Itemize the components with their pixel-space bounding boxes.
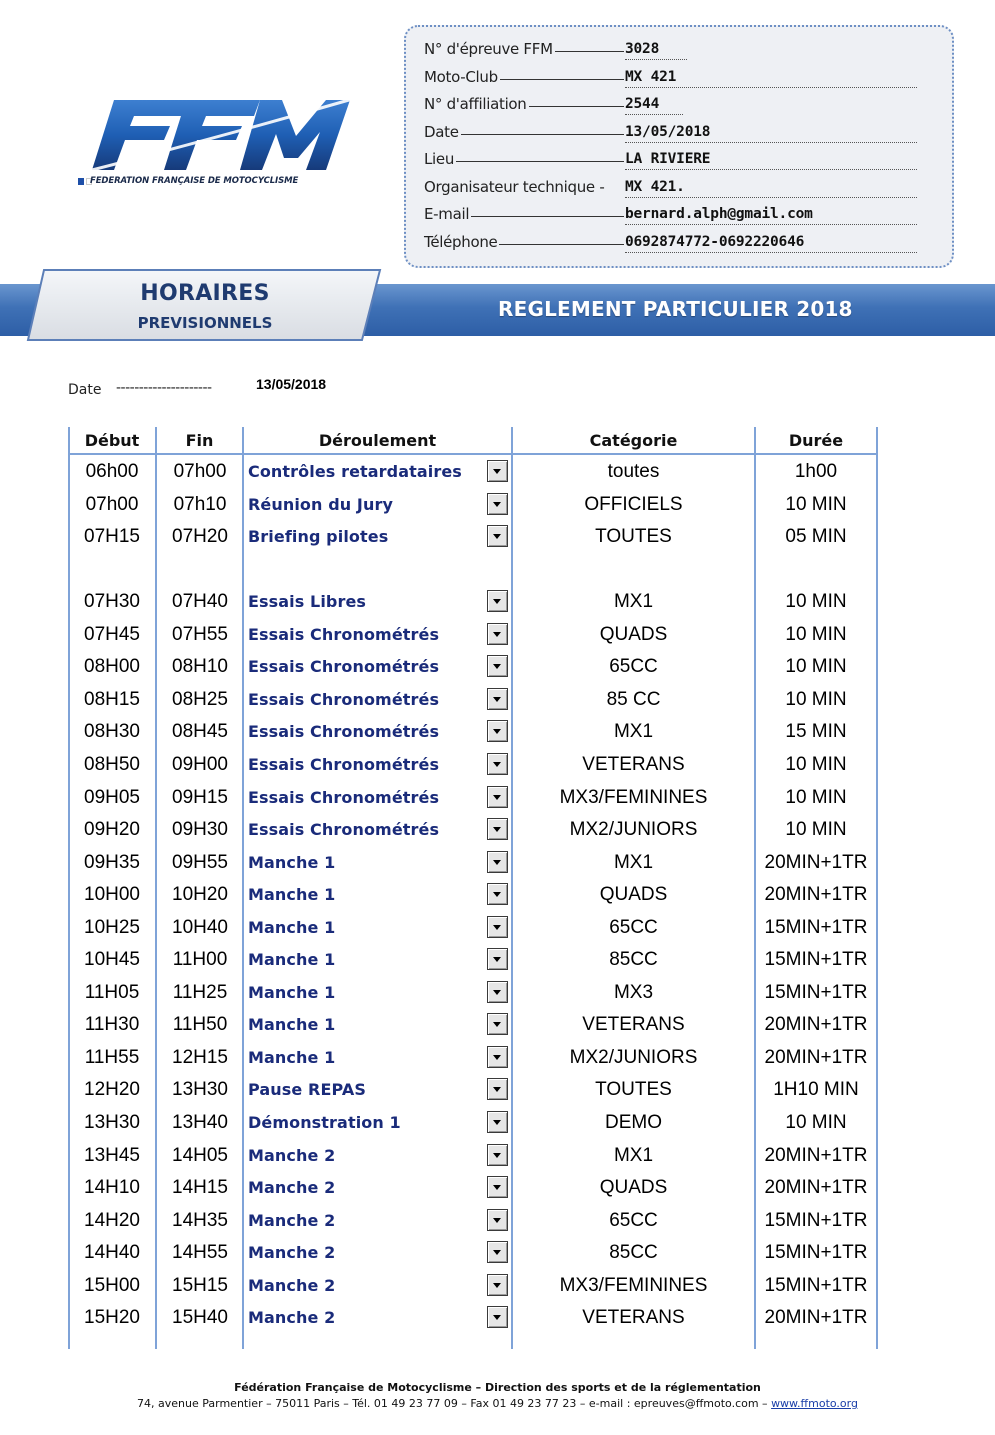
info-label: Moto-Club <box>424 68 498 86</box>
cell-category: 85CC <box>609 949 658 971</box>
flag-blue-stripe <box>78 178 84 185</box>
table-row <box>68 1237 878 1269</box>
cell-category: DEMO <box>605 1112 662 1133</box>
table-row <box>68 716 878 748</box>
table-row <box>68 586 878 618</box>
cell-event: Essais Chronométrés <box>248 722 440 742</box>
cell-start-time: 14H10 <box>84 1177 140 1199</box>
event-dropdown-button[interactable] <box>487 1046 508 1068</box>
cell-event: Manche 2 <box>248 1178 336 1198</box>
table-row <box>68 1205 878 1237</box>
cell-event: Essais Libres <box>248 592 367 612</box>
chevron-down-icon <box>493 957 501 962</box>
chevron-down-icon <box>493 1120 501 1125</box>
event-info-box <box>404 25 954 268</box>
chevron-down-icon <box>493 1185 501 1190</box>
info-row-moto-club <box>424 64 924 88</box>
cell-duration: 1h00 <box>794 461 838 482</box>
cell-event: Essais Chronométrés <box>248 754 440 774</box>
cell-category: VETERANS <box>582 1014 685 1036</box>
cell-start-time: 09H20 <box>84 819 140 841</box>
info-value: 13/05/2018 <box>625 124 711 140</box>
footer-website-link[interactable]: www.ffmoto.org <box>771 1397 858 1410</box>
table-row <box>68 1270 878 1302</box>
info-value: MX 421. <box>625 179 685 195</box>
chevron-down-icon <box>493 860 501 865</box>
cell-duration: 10 MIN <box>785 1112 847 1133</box>
cell-event: Manche 1 <box>248 917 336 937</box>
event-dropdown-button[interactable] <box>487 916 508 938</box>
chevron-down-icon <box>493 469 501 474</box>
info-value: bernard.alph@gmail.com <box>625 206 813 222</box>
cell-duration: 15MIN+1TR <box>764 949 868 971</box>
event-dropdown-button[interactable] <box>487 1111 508 1133</box>
info-row-lieu <box>424 146 924 170</box>
header-start: Début <box>84 431 140 450</box>
event-dropdown-button[interactable] <box>487 948 508 970</box>
cell-event: Essais Chronométrés <box>248 657 440 677</box>
cell-category: VETERANS <box>582 1307 685 1329</box>
info-row-email <box>424 201 924 225</box>
table-row <box>68 749 878 781</box>
event-dropdown-button[interactable] <box>487 590 508 612</box>
event-dropdown-button[interactable] <box>487 1013 508 1035</box>
cell-duration: 20MIN+1TR <box>764 1144 868 1166</box>
banner-subtitle: PREVISIONNELS <box>137 314 273 332</box>
table-row <box>68 879 878 911</box>
cell-duration: 10 MIN <box>785 688 847 710</box>
info-value: 3028 <box>625 41 660 57</box>
table-row <box>68 782 878 814</box>
info-label: Téléphone <box>424 233 498 251</box>
cell-event: Manche 1 <box>248 885 336 905</box>
cell-category: QUADS <box>599 623 668 645</box>
chevron-down-icon <box>493 1153 501 1158</box>
table-row <box>68 1009 878 1041</box>
cell-end-time: 07H55 <box>172 623 228 645</box>
chevron-down-icon <box>493 827 501 832</box>
cell-category: OFFICIELS <box>584 493 683 515</box>
cell-start-time: 15H00 <box>84 1274 140 1296</box>
schedule-table <box>68 427 878 1349</box>
header-duration: Durée <box>788 431 844 450</box>
cell-category: MX1 <box>613 851 654 873</box>
chevron-down-icon <box>493 892 501 897</box>
cell-category: MX1 <box>613 721 654 743</box>
info-value: MX 421 <box>625 69 677 85</box>
table-row <box>68 814 878 846</box>
ffm-tagline: FEDERATION FRANÇAISE DE MOTOCYCLISME <box>90 176 299 186</box>
cell-duration: 20MIN+1TR <box>764 1177 868 1199</box>
date-value: 13/05/2018 <box>256 376 327 392</box>
footer-line-1: Fédération Française de Motocyclisme – Direction des sports et de la réglementation <box>234 1381 761 1394</box>
cell-end-time: 15H15 <box>172 1274 228 1296</box>
event-dropdown-button[interactable] <box>487 1241 508 1263</box>
table-row <box>68 684 878 716</box>
cell-event: Manche 1 <box>248 982 336 1002</box>
header-event: Déroulement <box>318 431 437 450</box>
cell-event: Démonstration 1 <box>248 1113 401 1132</box>
event-dropdown-button[interactable] <box>487 1209 508 1231</box>
chevron-down-icon <box>493 1218 501 1223</box>
table-row <box>68 847 878 879</box>
chevron-down-icon <box>493 534 501 539</box>
cell-end-time: 14H05 <box>172 1144 228 1166</box>
event-dropdown-button[interactable] <box>487 818 508 840</box>
chevron-down-icon <box>493 664 501 669</box>
cell-event: Manche 2 <box>248 1275 336 1295</box>
cell-start-time: 10H00 <box>84 884 140 906</box>
chevron-down-icon <box>493 502 501 507</box>
cell-start-time: 14H40 <box>84 1242 140 1264</box>
chevron-down-icon <box>493 1250 501 1255</box>
cell-end-time: 10H40 <box>172 916 228 938</box>
cell-category: MX3/FEMININES <box>559 1274 708 1296</box>
info-row-affiliation <box>424 91 924 115</box>
info-label: N° d'épreuve FFM <box>424 40 553 58</box>
cell-end-time: 12H15 <box>172 1046 228 1068</box>
dotted-line <box>625 197 917 198</box>
info-label: Date <box>424 123 459 141</box>
chevron-down-icon <box>493 1087 501 1092</box>
cell-end-time: 09H30 <box>172 819 228 841</box>
event-dropdown-button[interactable] <box>487 883 508 905</box>
event-dropdown-button[interactable] <box>487 753 508 775</box>
dotted-line <box>625 114 683 115</box>
cell-start-time: 09H35 <box>84 851 140 873</box>
table-row <box>68 619 878 651</box>
cell-end-time: 13H40 <box>172 1112 228 1133</box>
cell-category: 65CC <box>609 656 658 678</box>
dotted-line <box>625 224 917 225</box>
event-dropdown-button[interactable] <box>487 981 508 1003</box>
event-dropdown-button[interactable] <box>487 851 508 873</box>
cell-start-time: 07H15 <box>84 526 140 548</box>
info-row-epreuve <box>424 36 924 60</box>
cell-category: MX1 <box>613 1144 654 1166</box>
cell-category: 65CC <box>609 916 658 938</box>
cell-end-time: 11H25 <box>172 981 228 1003</box>
cell-duration: 15MIN+1TR <box>764 1209 868 1231</box>
event-dropdown-button[interactable] <box>487 1274 508 1296</box>
chevron-down-icon <box>493 599 501 604</box>
cell-end-time: 08H45 <box>172 721 228 743</box>
table-row <box>68 1140 878 1172</box>
cell-start-time: 08H30 <box>84 721 140 743</box>
dotted-line <box>625 252 917 253</box>
cell-end-time: 15H40 <box>172 1307 228 1329</box>
info-label: N° d'affiliation <box>424 95 527 113</box>
info-row-telephone <box>424 229 924 253</box>
cell-category: 85CC <box>609 1242 658 1264</box>
event-dropdown-button[interactable] <box>487 1144 508 1166</box>
event-dropdown-button[interactable] <box>487 786 508 808</box>
cell-event: Manche 2 <box>248 1210 336 1230</box>
cell-start-time: 14H20 <box>84 1209 140 1231</box>
ffm-logo <box>84 96 364 196</box>
chevron-down-icon <box>493 990 501 995</box>
cell-start-time: 10H45 <box>84 949 140 971</box>
chevron-down-icon <box>493 697 501 702</box>
footer-line-2 <box>0 1397 995 1410</box>
cell-category: MX3 <box>613 981 654 1003</box>
cell-duration: 15 MIN <box>785 721 847 743</box>
cell-end-time: 08H25 <box>172 688 228 710</box>
table-row <box>68 1074 878 1106</box>
cell-category: TOUTES <box>595 1079 672 1101</box>
cell-category: VETERANS <box>582 753 685 775</box>
cell-end-time: 09H00 <box>172 753 228 775</box>
cell-start-time: 08H50 <box>84 753 140 775</box>
cell-end-time: 14H35 <box>172 1209 228 1231</box>
cell-start-time: 11H30 <box>84 1014 140 1036</box>
chevron-down-icon <box>493 925 501 930</box>
cell-duration: 1H10 MIN <box>773 1079 859 1101</box>
dotted-line <box>625 87 917 88</box>
table-row <box>68 944 878 976</box>
cell-duration: 10 MIN <box>785 591 847 613</box>
info-row-organisateur <box>424 174 924 198</box>
cell-start-time: 07H45 <box>84 623 140 645</box>
info-label: E-mail <box>424 205 470 223</box>
chevron-down-icon <box>493 1055 501 1060</box>
chevron-down-icon <box>493 1283 501 1288</box>
cell-event: Manche 1 <box>248 1047 336 1067</box>
cell-duration: 10 MIN <box>785 786 847 808</box>
section-banner <box>0 278 995 343</box>
cell-category: 65CC <box>609 1209 658 1231</box>
cell-start-time: 10H25 <box>84 916 140 938</box>
cell-start-time: 06h00 <box>85 461 139 482</box>
cell-event: Manche 1 <box>248 1015 336 1035</box>
event-dropdown-button[interactable] <box>487 688 508 710</box>
header-category: Catégorie <box>589 431 678 450</box>
cell-category: MX2/JUNIORS <box>569 1046 698 1068</box>
cell-end-time: 08H10 <box>172 656 228 678</box>
cell-duration: 10 MIN <box>785 656 847 678</box>
cell-start-time: 07h00 <box>85 493 139 515</box>
banner-title: HORAIRES <box>140 281 270 306</box>
cell-end-time: 11H00 <box>172 949 228 971</box>
cell-duration: 20MIN+1TR <box>764 1014 868 1036</box>
cell-duration: 10 MIN <box>785 819 847 841</box>
cell-start-time: 13H30 <box>84 1112 140 1133</box>
cell-category: MX2/JUNIORS <box>569 819 698 841</box>
cell-end-time: 07h10 <box>173 493 227 515</box>
cell-start-time: 13H45 <box>84 1144 140 1166</box>
cell-category: MX1 <box>613 591 654 613</box>
cell-duration: 20MIN+1TR <box>764 1307 868 1329</box>
cell-event: Briefing pilotes <box>248 527 389 547</box>
event-dropdown-button[interactable] <box>487 1078 508 1100</box>
page-footer <box>0 1381 995 1410</box>
cell-event: Manche 1 <box>248 852 336 872</box>
info-label: Organisateur technique - <box>424 178 605 196</box>
chevron-down-icon <box>493 632 501 637</box>
event-dropdown-button[interactable] <box>487 460 508 482</box>
banner-right-title: REGLEMENT PARTICULIER 2018 <box>498 297 853 321</box>
table-row <box>68 554 878 586</box>
event-dropdown-button[interactable] <box>487 525 508 547</box>
table-row <box>68 1172 878 1204</box>
date-dashes: --------------------- <box>116 380 212 396</box>
table-header <box>68 427 878 455</box>
ffm-logo-mark <box>84 96 364 176</box>
cell-event: Essais Chronométrés <box>248 820 440 840</box>
info-value: 2544 <box>625 96 660 112</box>
cell-end-time: 10H20 <box>172 884 228 906</box>
cell-duration: 15MIN+1TR <box>764 981 868 1003</box>
cell-duration: 10 MIN <box>785 623 847 645</box>
chevron-down-icon <box>493 1315 501 1320</box>
cell-start-time: 12H20 <box>84 1079 140 1101</box>
chevron-down-icon <box>493 1022 501 1027</box>
cell-event: Essais Chronométrés <box>248 624 440 644</box>
table-row <box>68 456 878 488</box>
event-dropdown-button[interactable] <box>487 1306 508 1328</box>
cell-category: TOUTES <box>595 526 672 548</box>
cell-event: Manche 2 <box>248 1308 336 1328</box>
event-dropdown-button[interactable] <box>487 623 508 645</box>
cell-duration: 20MIN+1TR <box>764 884 868 906</box>
cell-event: Manche 2 <box>248 1145 336 1165</box>
table-row <box>68 521 878 553</box>
cell-end-time: 09H15 <box>172 786 228 808</box>
cell-end-time: 14H55 <box>172 1242 228 1264</box>
cell-category: 85 CC <box>606 688 661 710</box>
dotted-line <box>625 142 917 143</box>
schedule-date-line <box>68 376 468 400</box>
cell-start-time: 11H05 <box>84 981 140 1003</box>
cell-event: Contrôles retardataires <box>248 462 462 481</box>
cell-end-time: 09H55 <box>172 851 228 873</box>
cell-category: QUADS <box>599 1177 668 1199</box>
cell-duration: 15MIN+1TR <box>764 1274 868 1296</box>
cell-event: Pause REPAS <box>248 1080 366 1100</box>
table-row <box>68 977 878 1009</box>
info-label: Lieu <box>424 150 455 168</box>
cell-event: Manche 2 <box>248 1243 336 1263</box>
info-value: 0692874772-0692220646 <box>625 234 805 250</box>
cell-category: toutes <box>607 461 660 482</box>
cell-event: Essais Chronométrés <box>248 689 440 709</box>
event-dropdown-button[interactable] <box>487 493 508 515</box>
cell-end-time: 07H40 <box>172 591 228 613</box>
dotted-line <box>625 59 687 60</box>
cell-start-time: 08H00 <box>84 656 140 678</box>
event-dropdown-button[interactable] <box>487 1176 508 1198</box>
event-dropdown-button[interactable] <box>487 655 508 677</box>
cell-duration: 15MIN+1TR <box>764 916 868 938</box>
cell-duration: 10 MIN <box>785 753 847 775</box>
cell-event: Manche 1 <box>248 950 336 970</box>
event-dropdown-button[interactable] <box>487 720 508 742</box>
footer-address: 74, avenue Parmentier – 75011 Paris – Tél. 01 49 23 77 09 – Fax 01 49 23 77 23 – e-mail : epreuves@ffmoto.com – <box>137 1397 772 1410</box>
header-end: Fin <box>185 431 214 450</box>
table-row <box>68 1302 878 1334</box>
cell-end-time: 07H20 <box>172 526 228 548</box>
chevron-down-icon <box>493 762 501 767</box>
cell-start-time: 08H15 <box>84 688 140 710</box>
table-row <box>68 1107 878 1139</box>
cell-end-time: 14H15 <box>172 1177 228 1199</box>
cell-end-time: 13H30 <box>172 1079 228 1101</box>
cell-category: QUADS <box>599 884 668 906</box>
cell-duration: 10 MIN <box>785 493 847 515</box>
cell-start-time: 11H55 <box>84 1046 140 1068</box>
chevron-down-icon <box>493 795 501 800</box>
cell-event: Réunion du Jury <box>248 494 393 514</box>
table-row <box>68 912 878 944</box>
dotted-line <box>625 169 917 170</box>
cell-duration: 05 MIN <box>785 526 847 548</box>
cell-start-time: 07H30 <box>84 591 140 613</box>
date-label: Date <box>68 382 102 398</box>
cell-event: Essais Chronométrés <box>248 787 440 807</box>
cell-start-time: 09H05 <box>84 786 140 808</box>
cell-category: MX3/FEMININES <box>559 786 708 808</box>
table-row <box>68 489 878 521</box>
table-row <box>68 1042 878 1074</box>
cell-duration: 15MIN+1TR <box>764 1242 868 1264</box>
info-value: LA RIVIERE <box>625 151 711 167</box>
cell-duration: 20MIN+1TR <box>764 1046 868 1068</box>
cell-start-time: 15H20 <box>84 1307 140 1329</box>
cell-duration: 20MIN+1TR <box>764 851 868 873</box>
cell-end-time: 11H50 <box>172 1014 228 1036</box>
cell-end-time: 07h00 <box>173 461 227 482</box>
chevron-down-icon <box>493 729 501 734</box>
info-row-date <box>424 119 924 143</box>
table-row <box>68 651 878 683</box>
